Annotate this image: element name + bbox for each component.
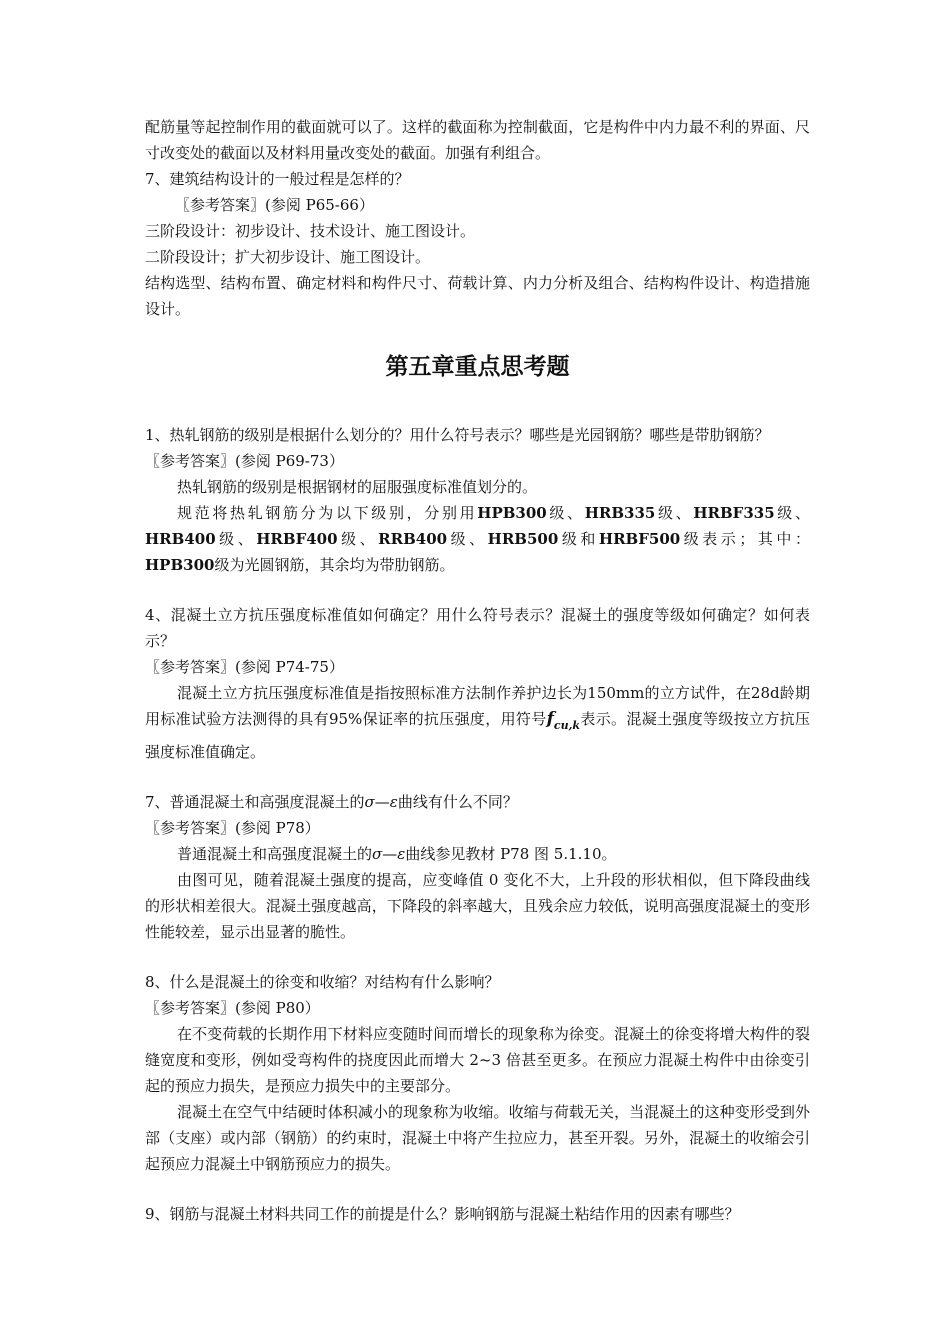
symbol-subscript: cu,k bbox=[553, 719, 581, 732]
answer-text: 结构选型、结构布置、确定材料和构件尺寸、荷载计算、内力分析及组合、结构构件设计、构造措施设计。 bbox=[145, 274, 810, 318]
question-8-creep-shrinkage: 8、什么是混凝土的徐变和收缩？对结构有什么影响？ bbox=[145, 973, 500, 991]
answer-text-rebar-grades: 规范将热轧钢筋分为以下级别，分别用HPB300级、HRB335级、HRBF335级、HRB400级、HRBF400级、RRB400级、HRB500级和HRBF500级表示；其中：HPB300级为光圆钢筋，其余均为带肋钢筋。 bbox=[145, 504, 810, 574]
answer-label: 〖参考答案〗(参阅 P74-75） bbox=[145, 658, 344, 676]
question-4-cube-strength: 4、混凝土立方抗压强度标准值如何确定？用什么符号表示？混凝土的强度等级如何确定？如何表示？ bbox=[145, 606, 810, 650]
answer-label: 〖参考答案〗(参阅 P65-66） bbox=[175, 196, 374, 214]
sigma-epsilon-symbol: σ—ε bbox=[364, 793, 398, 811]
answer-text-cube-strength: 混凝土立方抗压强度标准值是指按照标准方法制作养护边长为150mm的立方试件，在28d龄期用标准试验方法测得的具有95%保证率的抗压强度，用符号$f_{cu,k}$表示。混凝土强度等级按立方抗压强度标准值确定。 bbox=[145, 684, 810, 761]
question-1-rebar-grades: 1、热轧钢筋的级别是根据什么划分的？用什么符号表示？哪些是光园钢筋？哪些是带肋钢筋？ bbox=[145, 426, 770, 444]
answer-text: 在不变荷载的长期作用下材料应变随时间而增长的现象称为徐变。混凝土的徐变将增大构件的裂缝宽度和变形，例如受弯构件的挠度因此而增大 2~3 倍甚至更多。在预应力混凝土构件中由徐变引起的预应力损失，是预应力损失中的主要部分。 bbox=[145, 1025, 810, 1095]
answer-text: 由图可见，随着混凝土强度的提高，应变峰值 0 变化不大，上升段的形状相似，但下降段曲线的形状相差很大。混凝土强度越高，下降段的斜率越大，且残余应力较低，说明高强度混凝土的变形性能较差，显示出显著的脆性。 bbox=[145, 871, 810, 941]
answer-text: 混凝土在空气中结硬时体积减小的现象称为收缩。收缩与荷载无关，当混凝土的这种变形受到外部（支座）或内部（钢筋）的约束时，混凝土中将产生拉应力，甚至开裂。另外，混凝土的收缩会引起预应力混凝土中钢筋预应力的损失。 bbox=[145, 1103, 810, 1173]
answer-label: 〖参考答案〗(参阅 P69-73） bbox=[145, 452, 344, 470]
sigma-epsilon-symbol: σ—ε bbox=[372, 845, 406, 863]
answer-text: 二阶段设计；扩大初步设计、施工图设计。 bbox=[145, 248, 431, 266]
answer-label: 〖参考答案〗(参阅 P80） bbox=[145, 999, 320, 1017]
answer-label: 〖参考答案〗(参阅 P78） bbox=[145, 819, 320, 837]
answer-text: 热轧钢筋的级别是根据钢材的屈服强度标准值划分的。 bbox=[177, 478, 538, 496]
answer-text: 三阶段设计：初步设计、技术设计、施工图设计。 bbox=[145, 222, 476, 240]
question-7-stress-strain: 7、普通混凝土和高强度混凝土的σ—ε曲线有什么不同？ bbox=[145, 793, 518, 811]
symbol-f: f bbox=[546, 709, 554, 729]
answer-text: 普通混凝土和高强度混凝土的σ—ε曲线参见教材 P78 图 5.1.10。 bbox=[177, 845, 617, 863]
paragraph-control-section: 配筋量等起控制作用的截面就可以了。这样的截面称为控制截面，它是构件中内力最不利的界面、尺寸改变处的截面以及材料用量改变处的截面。加强有利组合。 bbox=[145, 118, 810, 162]
question-9-bond: 9、钢筋与混凝土材料共同工作的前提是什么？影响钢筋与混凝土粘结作用的因素有哪些？ bbox=[145, 1205, 740, 1223]
chapter-title: 第五章重点思考题 bbox=[385, 354, 570, 380]
page-content bbox=[145, 114, 810, 1227]
question-7-design-process: 7、建筑结构设计的一般过程是怎样的？ bbox=[145, 170, 410, 188]
